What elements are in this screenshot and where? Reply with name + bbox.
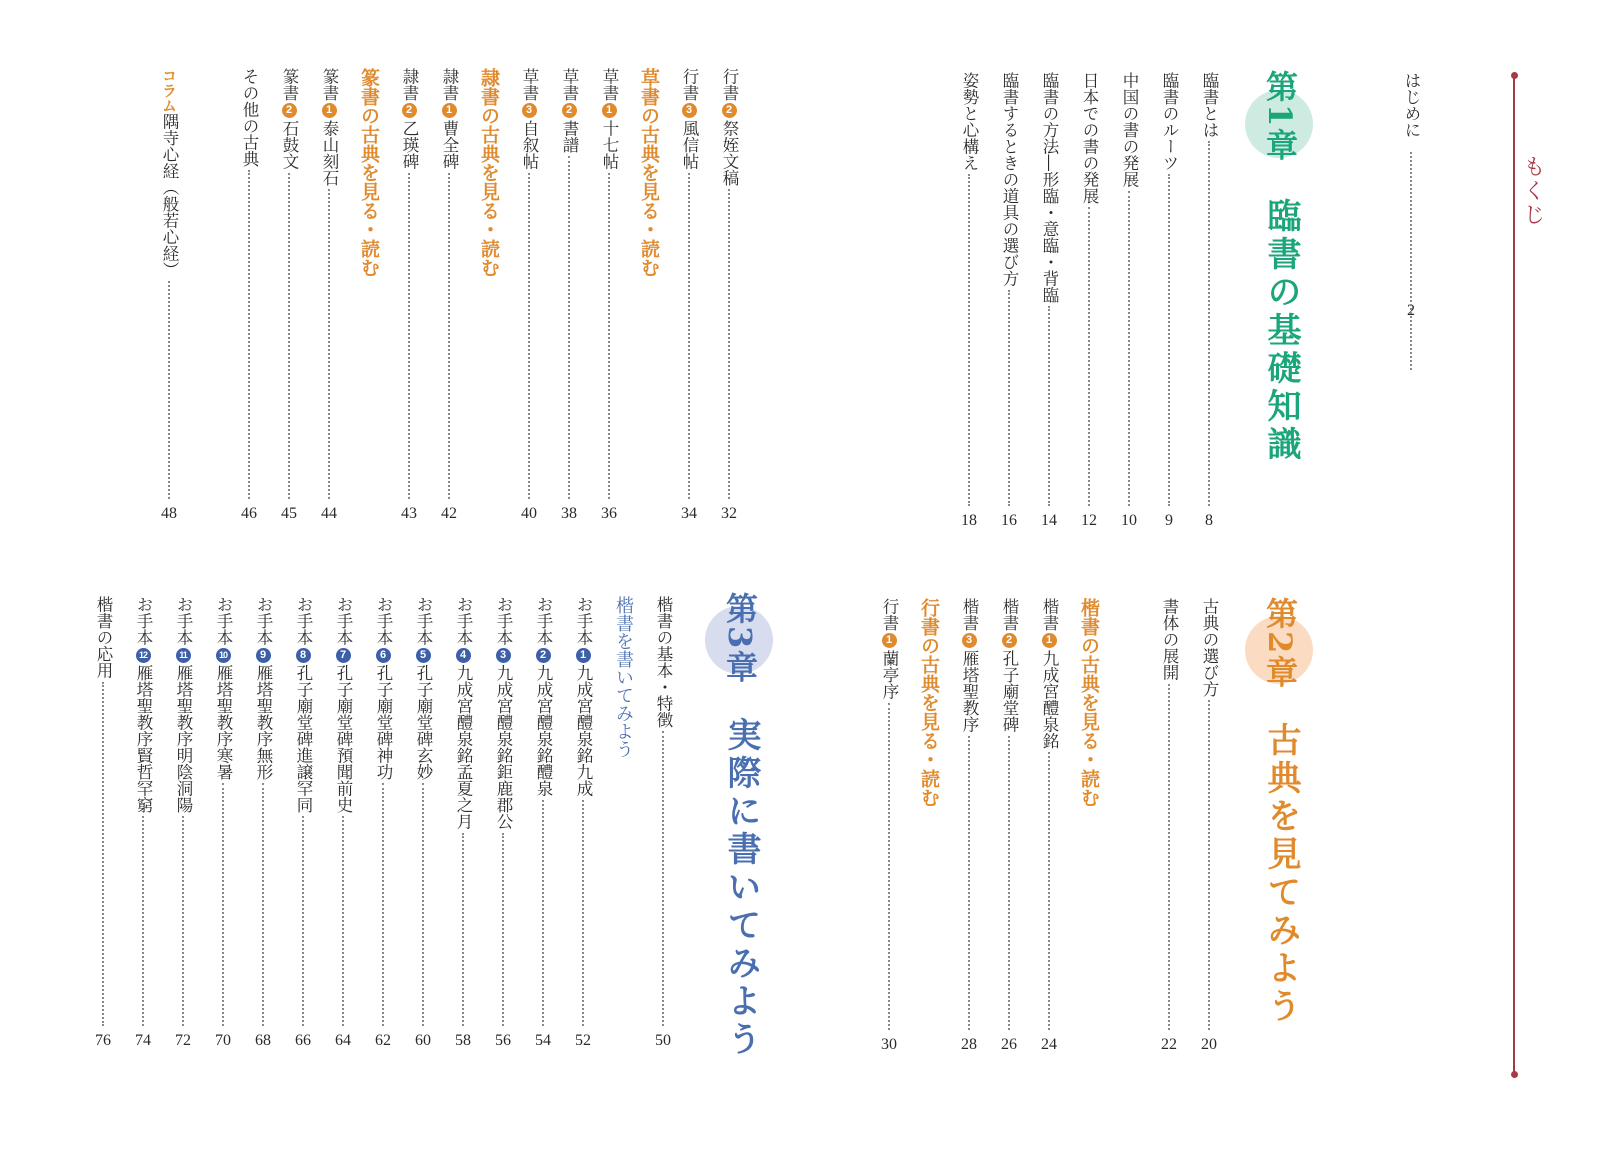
page-number: 68 [255, 1032, 271, 1049]
toc-entry[interactable] [1198, 598, 1220, 697]
entry-label: その他の古典 [240, 68, 259, 167]
entry-label: 泰山刻石 [320, 120, 339, 186]
leader-dots [1168, 684, 1170, 1031]
section-heading: 楷書を書いてみよう [613, 596, 634, 758]
entry-label: 九成宮醴泉銘 [574, 664, 593, 764]
leader-dots [728, 189, 730, 499]
entry-prefix: お手本 [254, 596, 273, 646]
number-badge: 1 [576, 648, 591, 663]
entry-label: 臨書するときの道具の選び方 [1000, 72, 1019, 287]
toc-entry[interactable] [292, 596, 314, 813]
leader-dots [168, 281, 170, 499]
entry-label: 九成宮醴泉銘 [454, 664, 473, 764]
page-number: 32 [721, 505, 737, 522]
leader-dots [502, 833, 504, 1027]
entry-prefix: 行書 [720, 68, 739, 101]
leader-dots [1048, 752, 1050, 1030]
entry-label: 風信帖 [680, 120, 699, 170]
number-badge: 11 [176, 648, 191, 663]
entry-prefix: お手本 [134, 596, 153, 646]
toc-entry[interactable] [1400, 72, 1422, 138]
toc-entry[interactable] [278, 68, 300, 170]
entry-prefix: 篆書 [280, 68, 299, 101]
chapter-number: 第1章 [1261, 70, 1299, 163]
entry-prefix: 楷書 [1000, 598, 1019, 631]
leader-dots [262, 783, 264, 1026]
page-number: 44 [321, 505, 337, 522]
number-badge: 2 [536, 648, 551, 663]
entry-subtitle: 明陰洞陽 [174, 747, 193, 813]
leader-dots [1410, 152, 1412, 370]
column-tag: コラム [160, 68, 178, 113]
page-number: 22 [1161, 1036, 1177, 1053]
entry-prefix: お手本 [174, 596, 193, 646]
entry-label: 蘭亭序 [880, 650, 899, 700]
entry-subtitle: 進譲罕同 [294, 747, 313, 813]
number-badge: 1 [882, 633, 897, 648]
entry-prefix: お手本 [454, 596, 473, 646]
page-number: 34 [681, 505, 697, 522]
toc-entry[interactable] [572, 596, 594, 797]
page-number: 56 [495, 1032, 511, 1049]
leader-dots [422, 783, 424, 1026]
entry-prefix: 草書 [560, 68, 579, 101]
entry-label: 孔子廟堂碑 [374, 664, 393, 747]
chapter-title: 古典を見てみよう [1261, 722, 1301, 1026]
leader-dots [248, 170, 250, 499]
page-number: 46 [241, 505, 257, 522]
page-number: 42 [441, 505, 457, 522]
entry-label: 孔子廟堂碑 [414, 664, 433, 747]
number-badge: 3 [522, 103, 537, 118]
entry-prefix: 楷書 [1040, 598, 1059, 631]
toc-entry[interactable] [1158, 598, 1180, 681]
page-number: 24 [1041, 1036, 1057, 1053]
page-number: 9 [1165, 512, 1173, 529]
entry-label: 石鼓文 [280, 120, 299, 170]
entry-prefix: 行書 [880, 598, 899, 631]
entry-label: 孔子廟堂碑 [294, 664, 313, 747]
entry-label: 書譜 [560, 120, 579, 153]
page-number: 54 [535, 1032, 551, 1049]
entry-prefix: お手本 [214, 596, 233, 646]
toc-entry[interactable] [332, 596, 354, 813]
entry-label: 日本での書の発展 [1080, 72, 1099, 204]
leader-dots [1008, 736, 1010, 1031]
toc-entry[interactable] [1038, 598, 1060, 749]
entry-label: 隅寺心経（般若心経） [160, 113, 179, 278]
toc-entry[interactable] [518, 68, 540, 170]
entry-label: 雁塔聖教序 [174, 664, 193, 747]
number-badge: 1 [442, 103, 457, 118]
entry-subtitle: 鉅鹿郡公 [494, 763, 513, 830]
page-number: 36 [601, 505, 617, 522]
toc-entry[interactable] [132, 596, 154, 813]
page-number: 45 [281, 505, 297, 522]
toc-entry[interactable] [372, 596, 394, 780]
entry-prefix: お手本 [414, 596, 433, 646]
toc-entry[interactable] [678, 68, 700, 170]
toc-entry[interactable] [252, 596, 274, 780]
entry-prefix: 行書 [680, 68, 699, 101]
toc-entry[interactable] [532, 596, 554, 797]
entry-label: 十七帖 [600, 120, 619, 170]
entry-prefix: お手本 [494, 596, 513, 646]
page-number: 64 [335, 1032, 351, 1049]
entry-label: 臨書とは [1200, 72, 1219, 138]
leader-dots [102, 682, 104, 1027]
entry-label: 楷書の基本・特徴 [654, 596, 673, 728]
toc-entry[interactable] [92, 596, 114, 679]
toc-entry[interactable] [1158, 72, 1180, 171]
number-badge: 2 [1002, 633, 1017, 648]
leader-dots [1088, 207, 1090, 506]
section-heading: 篆書の古典を見る・読む [358, 68, 380, 277]
section-heading: 隷書の古典を見る・読む [478, 68, 500, 277]
page-number: 66 [295, 1032, 311, 1049]
toc-entry[interactable] [212, 596, 234, 780]
entry-label: 孔子廟堂碑 [334, 664, 353, 747]
leader-dots [462, 833, 464, 1027]
page-number: 72 [175, 1032, 191, 1049]
entry-label: 臨書のルーツ [1160, 72, 1179, 171]
number-badge: 2 [402, 103, 417, 118]
number-badge: 9 [256, 648, 271, 663]
page-number: 20 [1201, 1036, 1217, 1053]
entry-prefix: 隷書 [400, 68, 419, 101]
entry-label: 中国の書の発展 [1120, 72, 1139, 188]
leader-dots [968, 736, 970, 1031]
toc-entry[interactable] [598, 68, 620, 170]
page-number: 18 [961, 512, 977, 529]
page-title: もくじ [1520, 155, 1545, 227]
page-number: 10 [1121, 512, 1137, 529]
number-badge: 4 [456, 648, 471, 663]
chapter-number: 第2章 [1261, 597, 1299, 690]
entry-label: 九成宮醴泉銘 [494, 664, 513, 764]
number-badge: 1 [322, 103, 337, 118]
toc-entry[interactable] [358, 68, 380, 277]
number-badge: 3 [682, 103, 697, 118]
entry-prefix: お手本 [574, 596, 593, 646]
entry-subtitle: 無形 [254, 747, 273, 780]
toc-entry[interactable] [1078, 72, 1100, 204]
number-badge: 3 [962, 633, 977, 648]
page-number: 16 [1001, 512, 1017, 529]
number-badge: 2 [562, 103, 577, 118]
toc-entry[interactable] [398, 68, 420, 170]
entry-subtitle: 寒暑 [214, 747, 233, 780]
page-number: 2 [1407, 302, 1415, 319]
toc-entry[interactable] [238, 68, 260, 167]
leader-dots [382, 783, 384, 1026]
toc-entry[interactable] [1078, 598, 1100, 807]
toc-entry[interactable] [492, 596, 514, 830]
entry-subtitle: 醴泉 [534, 763, 553, 797]
number-badge: 1 [1042, 633, 1057, 648]
entry-label: 乙瑛碑 [400, 120, 419, 170]
toc-entry[interactable] [478, 68, 500, 277]
leader-dots [448, 173, 450, 500]
page-number: 50 [655, 1032, 671, 1049]
leader-dots [408, 173, 410, 500]
leader-dots [1208, 700, 1210, 1030]
leader-dots [182, 816, 184, 1026]
page-number: 52 [575, 1032, 591, 1049]
leader-dots [662, 731, 664, 1026]
chapter-title: 臨書の基礎知識 [1261, 198, 1301, 464]
entry-subtitle: 賢哲罕窮 [134, 747, 153, 813]
toc-entry[interactable] [958, 72, 980, 171]
page-number: 38 [561, 505, 577, 522]
number-badge: 10 [216, 648, 231, 663]
page-number: 43 [401, 505, 417, 522]
page-number: 28 [961, 1036, 977, 1053]
entry-subtitle: 孟夏之月 [454, 763, 473, 830]
leader-dots [528, 173, 530, 500]
rule-top-dot [1511, 72, 1518, 79]
entry-label: 雁塔聖教序 [960, 650, 979, 733]
toc-entry[interactable] [158, 68, 180, 278]
entry-prefix: 草書 [520, 68, 539, 101]
toc-entry[interactable] [412, 596, 434, 780]
entry-prefix: お手本 [294, 596, 313, 646]
page-number: 74 [135, 1032, 151, 1049]
toc-entry[interactable] [1118, 72, 1140, 188]
number-badge: 5 [416, 648, 431, 663]
toc-entry[interactable] [612, 596, 634, 758]
toc-entry[interactable] [652, 596, 674, 728]
toc-entry[interactable] [918, 598, 940, 807]
entry-label: 孔子廟堂碑 [1000, 650, 1019, 733]
number-badge: 12 [136, 648, 151, 663]
number-badge: 8 [296, 648, 311, 663]
entry-label: 楷書の応用 [94, 596, 113, 679]
entry-label: 祭姪文稿 [720, 120, 739, 186]
leader-dots [142, 816, 144, 1026]
page-number: 14 [1041, 512, 1057, 529]
chapter-number: 第3章 [721, 592, 759, 685]
toc-entry[interactable] [998, 598, 1020, 733]
toc-entry[interactable] [638, 68, 660, 277]
leader-dots [1008, 290, 1010, 507]
entry-label: 臨書の方法―形臨・意臨・背臨 [1040, 72, 1059, 303]
entry-prefix: お手本 [334, 596, 353, 646]
entry-label: 古典の選び方 [1200, 598, 1219, 697]
page-number: 26 [1001, 1036, 1017, 1053]
number-badge: 1 [602, 103, 617, 118]
leader-dots [688, 173, 690, 500]
leader-dots [1048, 306, 1050, 506]
entry-subtitle: 九成 [574, 763, 593, 797]
number-badge: 7 [336, 648, 351, 663]
leader-dots [302, 816, 304, 1026]
title-rule [1513, 76, 1515, 1074]
section-heading: 行書の古典を見る・読む [918, 598, 940, 807]
section-heading: 草書の古典を見る・読む [638, 68, 660, 277]
page-number: 30 [881, 1036, 897, 1053]
entry-label: 九成宮醴泉銘 [1040, 650, 1059, 749]
leader-dots [288, 173, 290, 500]
page-number: 58 [455, 1032, 471, 1049]
entry-prefix: 楷書 [960, 598, 979, 631]
page-number: 8 [1205, 512, 1213, 529]
entry-prefix: お手本 [534, 596, 553, 646]
toc-entry[interactable] [172, 596, 194, 813]
toc-entry[interactable] [318, 68, 340, 186]
leader-dots [328, 189, 330, 499]
number-badge: 2 [722, 103, 737, 118]
toc-entry[interactable] [878, 598, 900, 700]
number-badge: 2 [282, 103, 297, 118]
page-number: 76 [95, 1032, 111, 1049]
entry-label: 雁塔聖教序 [134, 664, 153, 747]
page-number: 12 [1081, 512, 1097, 529]
leader-dots [342, 816, 344, 1026]
leader-dots [1208, 141, 1210, 506]
toc-entry[interactable] [452, 596, 474, 830]
entry-label: 姿勢と心構え [960, 72, 979, 171]
entry-prefix: お手本 [374, 596, 393, 646]
page-number: 40 [521, 505, 537, 522]
toc-entry[interactable] [998, 72, 1020, 287]
page-number: 70 [215, 1032, 231, 1049]
entry-label: はじめに [1402, 72, 1421, 138]
page-number: 62 [375, 1032, 391, 1049]
entry-subtitle: 預聞前史 [334, 747, 353, 813]
page-number: 48 [161, 505, 177, 522]
entry-prefix: 篆書 [320, 68, 339, 101]
toc-entry[interactable] [1198, 72, 1220, 138]
entry-prefix: 草書 [600, 68, 619, 101]
entry-subtitle: 玄妙 [414, 747, 433, 780]
leader-dots [542, 800, 544, 1027]
entry-label: 書体の展開 [1160, 598, 1179, 681]
leader-dots [888, 703, 890, 1031]
leader-dots [582, 800, 584, 1027]
toc-entry[interactable] [558, 68, 580, 153]
number-badge: 3 [496, 648, 511, 663]
entry-label: 雁塔聖教序 [214, 664, 233, 747]
toc-entry[interactable] [1038, 72, 1060, 303]
leader-dots [608, 173, 610, 500]
entry-subtitle: 神功 [374, 747, 393, 780]
leader-dots [1168, 174, 1170, 506]
rule-bottom-dot [1511, 1071, 1518, 1078]
entry-label: 自叙帖 [520, 120, 539, 170]
entry-label: 曹全碑 [440, 120, 459, 170]
entry-label: 雁塔聖教序 [254, 664, 273, 747]
leader-dots [968, 174, 970, 506]
entry-prefix: 隷書 [440, 68, 459, 101]
chapter-title: 実際に書いてみよう [721, 717, 761, 1059]
page-number: 60 [415, 1032, 431, 1049]
leader-dots [222, 783, 224, 1026]
entry-label: 九成宮醴泉銘 [534, 664, 553, 764]
toc-entry[interactable] [718, 68, 740, 186]
section-heading: 楷書の古典を見る・読む [1078, 598, 1100, 807]
toc-entry[interactable] [958, 598, 980, 733]
leader-dots [1128, 191, 1130, 507]
leader-dots [568, 156, 570, 499]
number-badge: 6 [376, 648, 391, 663]
toc-entry[interactable] [438, 68, 460, 170]
